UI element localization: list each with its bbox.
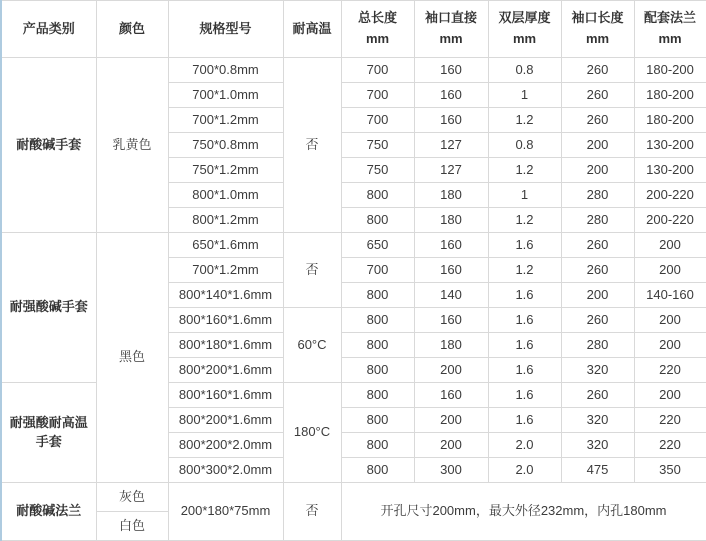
col-label: 双层厚度: [498, 10, 551, 26]
thickness-cell: 1.6: [488, 233, 561, 258]
spec-cell: 800*160*1.6mm: [168, 383, 283, 408]
total-length-cell: 700: [341, 258, 414, 283]
col-header-flange: [634, 1, 706, 58]
color-cell: 白色: [96, 512, 168, 541]
thickness-cell: 1.6: [488, 358, 561, 383]
category-cell: 耐强酸耐高温手套: [1, 383, 96, 483]
thickness-cell: 1.2: [488, 258, 561, 283]
thickness-cell: 1.2: [488, 208, 561, 233]
total-length-cell: 800: [341, 333, 414, 358]
flange-cell: 220: [634, 433, 706, 458]
flange-cell: 200: [634, 333, 706, 358]
total-length-cell: 800: [341, 433, 414, 458]
spec-cell: 700*1.2mm: [168, 258, 283, 283]
cuff-length-cell: 260: [561, 58, 634, 83]
col-label: 总长度: [357, 10, 397, 26]
cuff-diameter-cell: 127: [414, 133, 488, 158]
spec-cell: 650*1.6mm: [168, 233, 283, 258]
flange-cell: 200: [634, 258, 706, 283]
col-header-total-length: [341, 1, 414, 58]
cuff-diameter-cell: 200: [414, 358, 488, 383]
cuff-diameter-cell: 200: [414, 433, 488, 458]
heat-cell: 180°C: [283, 383, 341, 483]
total-length-cell: 700: [341, 108, 414, 133]
flange-cell: 350: [634, 458, 706, 483]
cuff-length-cell: 320: [561, 408, 634, 433]
spec-cell: 800*200*2.0mm: [168, 433, 283, 458]
total-length-cell: 750: [341, 158, 414, 183]
total-length-cell: 800: [341, 308, 414, 333]
cuff-length-cell: 260: [561, 258, 634, 283]
spec-cell: 800*180*1.6mm: [168, 333, 283, 358]
cuff-diameter-cell: 160: [414, 58, 488, 83]
flange-cell: 200-220: [634, 183, 706, 208]
header-row: [1, 1, 706, 58]
spec-cell: 800*1.2mm: [168, 208, 283, 233]
col-header-spec-model: [168, 1, 283, 58]
cuff-diameter-cell: 300: [414, 458, 488, 483]
cuff-length-cell: 475: [561, 458, 634, 483]
col-label: 产品类别: [22, 20, 75, 36]
spec-cell: 800*300*2.0mm: [168, 458, 283, 483]
thickness-cell: 1.6: [488, 308, 561, 333]
thickness-cell: 2.0: [488, 433, 561, 458]
cuff-length-cell: 320: [561, 433, 634, 458]
total-length-cell: 800: [341, 358, 414, 383]
thickness-cell: 0.8: [488, 133, 561, 158]
flange-cell: 200: [634, 233, 706, 258]
cuff-length-cell: 260: [561, 383, 634, 408]
col-header-heat-resist: [283, 1, 341, 58]
heat-cell: 60°C: [283, 308, 341, 383]
color-cell: 黑色: [96, 233, 168, 483]
spec-cell: 800*160*1.6mm: [168, 308, 283, 333]
flange-cell: 200: [634, 383, 706, 408]
cuff-diameter-cell: 160: [414, 383, 488, 408]
col-label: 颜色: [118, 20, 145, 36]
total-length-cell: 800: [341, 183, 414, 208]
thickness-cell: 1: [488, 183, 561, 208]
cuff-length-cell: 280: [561, 183, 634, 208]
thickness-cell: 1: [488, 83, 561, 108]
total-length-cell: 750: [341, 133, 414, 158]
table-row: [1, 483, 706, 512]
col-header-color: [96, 1, 168, 58]
col-header-cuff-diameter: [414, 1, 488, 58]
flange-cell: 220: [634, 408, 706, 433]
col-header-cuff-length: [561, 1, 634, 58]
thickness-cell: 2.0: [488, 458, 561, 483]
flange-cell: 180-200: [634, 108, 706, 133]
spec-cell: 800*140*1.6mm: [168, 283, 283, 308]
thickness-cell: 1.6: [488, 283, 561, 308]
thickness-cell: 1.2: [488, 108, 561, 133]
cuff-diameter-cell: 160: [414, 83, 488, 108]
cuff-length-cell: 200: [561, 133, 634, 158]
cuff-length-cell: 260: [561, 308, 634, 333]
thickness-cell: 1.6: [488, 333, 561, 358]
spec-cell: 700*1.2mm: [168, 108, 283, 133]
total-length-cell: 700: [341, 58, 414, 83]
cuff-diameter-cell: 140: [414, 283, 488, 308]
col-unit: mm: [439, 31, 463, 46]
col-unit: mm: [585, 31, 610, 46]
col-label: 耐高温: [292, 20, 332, 36]
flange-cell: 220: [634, 358, 706, 383]
total-length-cell: 700: [341, 83, 414, 108]
cuff-diameter-cell: 160: [414, 108, 488, 133]
flange-note-cell: 开孔尺寸200mm，最大外径232mm，内孔180mm: [341, 483, 706, 541]
col-unit: mm: [512, 31, 537, 46]
col-label: 袖口长度: [571, 10, 624, 26]
spec-cell: 750*1.2mm: [168, 158, 283, 183]
col-header-double-thickness: [488, 1, 561, 58]
total-length-cell: 800: [341, 283, 414, 308]
cuff-length-cell: 200: [561, 158, 634, 183]
col-unit: mm: [365, 31, 390, 46]
cuff-length-cell: 280: [561, 333, 634, 358]
cuff-length-cell: 200: [561, 283, 634, 308]
flange-cell: 130-200: [634, 158, 706, 183]
total-length-cell: 800: [341, 383, 414, 408]
total-length-cell: 800: [341, 208, 414, 233]
spec-cell: 750*0.8mm: [168, 133, 283, 158]
spec-cell: 200*180*75mm: [168, 483, 283, 541]
heat-cell: 否: [283, 233, 341, 308]
total-length-cell: 800: [341, 458, 414, 483]
cuff-length-cell: 280: [561, 208, 634, 233]
cuff-diameter-cell: 127: [414, 158, 488, 183]
cuff-diameter-cell: 180: [414, 208, 488, 233]
category-cell: 耐酸碱法兰: [1, 483, 96, 541]
cuff-diameter-cell: 160: [414, 308, 488, 333]
thickness-cell: 1.6: [488, 383, 561, 408]
cuff-diameter-cell: 180: [414, 333, 488, 358]
cuff-length-cell: 260: [561, 83, 634, 108]
heat-cell: 否: [283, 483, 341, 541]
total-length-cell: 800: [341, 408, 414, 433]
cuff-length-cell: 260: [561, 108, 634, 133]
heat-cell: 否: [283, 58, 341, 233]
cuff-diameter-cell: 200: [414, 408, 488, 433]
flange-cell: 180-200: [634, 83, 706, 108]
col-unit: mm: [658, 31, 682, 46]
thickness-cell: 1.6: [488, 408, 561, 433]
spec-cell: 800*200*1.6mm: [168, 358, 283, 383]
cuff-diameter-cell: 160: [414, 233, 488, 258]
cuff-length-cell: 260: [561, 233, 634, 258]
category-cell: 耐强酸碱手套: [1, 233, 96, 383]
cuff-diameter-cell: 180: [414, 183, 488, 208]
cuff-diameter-cell: 160: [414, 258, 488, 283]
col-header-product-category: [1, 1, 96, 58]
cuff-length-cell: 320: [561, 358, 634, 383]
total-length-cell: 650: [341, 233, 414, 258]
flange-cell: 200: [634, 308, 706, 333]
col-label: 规格型号: [199, 20, 252, 36]
thickness-cell: 0.8: [488, 58, 561, 83]
color-cell: 乳黄色: [96, 58, 168, 233]
thickness-cell: 1.2: [488, 158, 561, 183]
flange-cell: 180-200: [634, 58, 706, 83]
table-row: [1, 58, 706, 83]
flange-cell: 200-220: [634, 208, 706, 233]
col-label: 配套法兰: [643, 10, 696, 26]
spec-cell: 800*200*1.6mm: [168, 408, 283, 433]
spec-cell: 700*1.0mm: [168, 83, 283, 108]
col-label: 袖口直接: [424, 10, 477, 26]
flange-cell: 130-200: [634, 133, 706, 158]
flange-cell: 140-160: [634, 283, 706, 308]
spec-cell: 700*0.8mm: [168, 58, 283, 83]
table-row: [1, 233, 706, 258]
category-cell: 耐酸碱手套: [1, 58, 96, 233]
spec-cell: 800*1.0mm: [168, 183, 283, 208]
color-cell: 灰色: [96, 483, 168, 512]
